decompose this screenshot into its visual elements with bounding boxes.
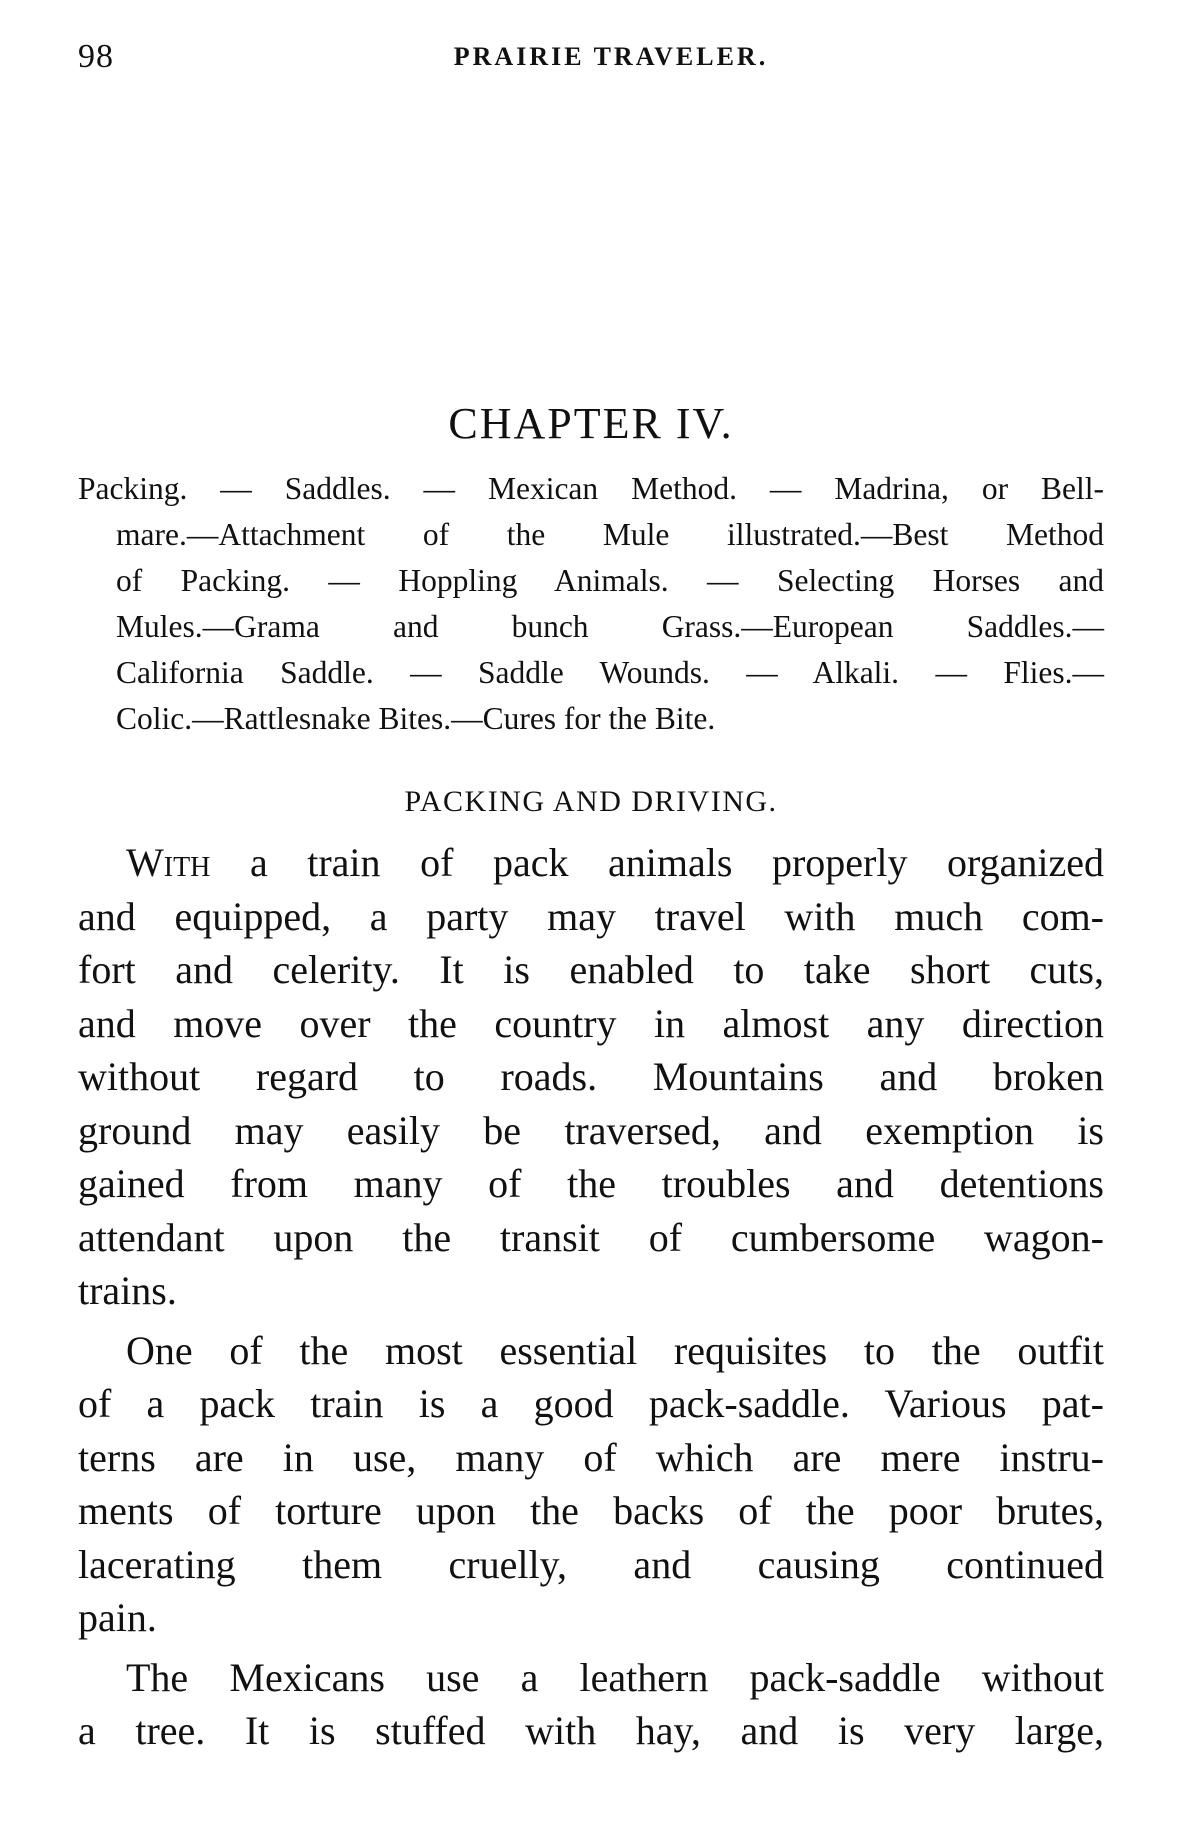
synopsis-line: mare.—Attachment of the Mule illustrated.—Best Method xyxy=(116,517,1104,552)
synopsis-line: California Saddle. — Saddle Wounds. — Alkali. — Flies.— xyxy=(116,655,1104,690)
paragraph-1-line: and move over the country in almost any direction xyxy=(78,1000,1104,1046)
chapter-heading: CHAPTER IV. xyxy=(448,399,734,448)
drop-word: With xyxy=(126,840,211,885)
paragraph-1-line: trains. xyxy=(78,1268,177,1313)
paragraph-3-line: The Mexicans use a leathern pack-saddle without xyxy=(126,1654,1104,1700)
section-heading: PACKING AND DRIVING. xyxy=(404,785,778,818)
paragraph-1-line: attendant upon the transit of cumbersome wagon- xyxy=(78,1214,1104,1260)
chapter-synopsis xyxy=(78,466,1104,742)
page-number: 98 xyxy=(78,38,114,75)
synopsis-line: Colic.—Rattlesnake Bites.—Cures for the Bite. xyxy=(116,701,716,736)
paragraph-1-line: fort and celerity. It is enabled to take short cuts, xyxy=(78,947,1104,992)
running-title: PRAIRIE TRAVELER. xyxy=(453,42,769,71)
paragraph-2-line: ments of torture upon the backs of the poor brutes, xyxy=(78,1488,1104,1533)
paragraph-2-line: pain. xyxy=(78,1595,157,1640)
synopsis-line: Mules.—Grama and bunch Grass.—European Saddles.— xyxy=(116,609,1104,644)
synopsis-line: Packing. — Saddles. — Mexican Method. — Madrina, or Bell- xyxy=(78,471,1104,506)
paragraph-2-line: One of the most essential requisites to the outfit xyxy=(126,1327,1104,1373)
paragraph-1-line xyxy=(78,836,1104,890)
body-text xyxy=(78,836,1104,1758)
synopsis-line: of Packing. — Hoppling Animals. — Selecting Horses and xyxy=(116,563,1104,598)
running-head xyxy=(78,38,1104,78)
paragraph-2-line: terns are in use, many of which are mere instru- xyxy=(78,1434,1104,1480)
paragraph-1-line: gained from many of the troubles and detentions xyxy=(78,1161,1104,1206)
paragraph-2-line: of a pack train is a good pack-saddle. Various pat- xyxy=(78,1381,1104,1426)
first-line-rest: a train of pack animals properly organized xyxy=(210,840,1104,885)
paragraph-2-line: lacerating them cruelly, and causing continued xyxy=(78,1541,1104,1587)
paragraph-1-line: ground may easily be traversed, and exemption is xyxy=(78,1107,1104,1153)
paragraph-1-line: and equipped, a party may travel with much com- xyxy=(78,893,1104,939)
paragraph-3-line: a tree. It is stuffed with hay, and is very large, xyxy=(78,1708,1104,1753)
paragraph-1-line: without regard to roads. Mountains and broken xyxy=(78,1054,1104,1099)
